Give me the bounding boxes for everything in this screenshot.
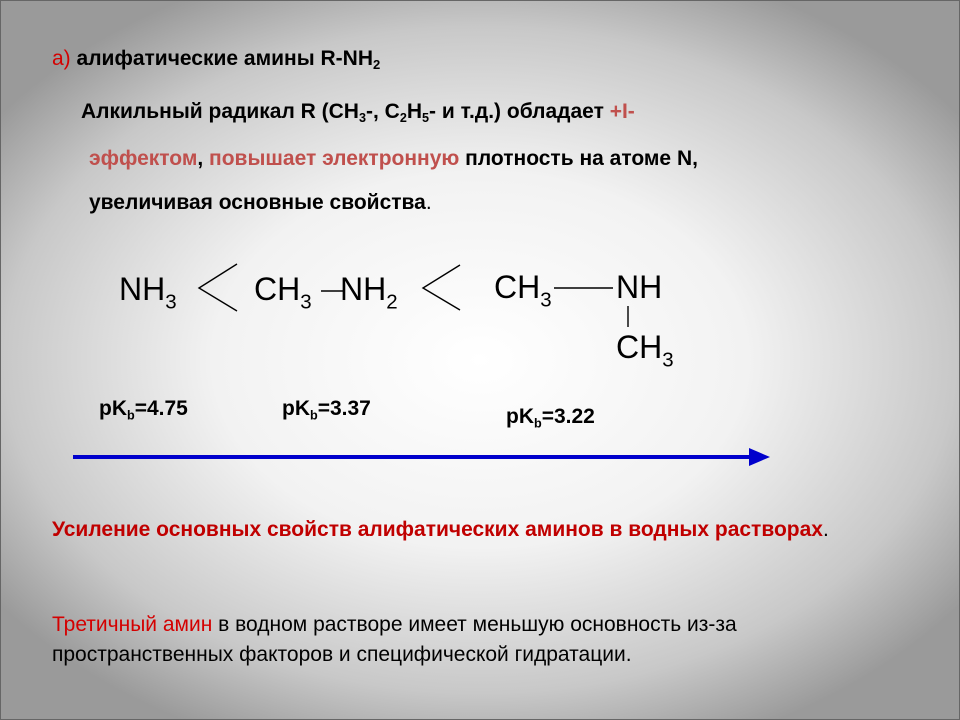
conclusion-period: . (823, 518, 829, 541)
pkb-ammonia (99, 397, 188, 421)
effect-word: эффектом (89, 147, 198, 170)
pkb-dimethylamine (506, 405, 595, 429)
highlight-phrase: повышает электронную (209, 147, 460, 170)
note-rest: в водном растворе имеет меньшую основность из-за пространственных факторов и специфической гидратации. (52, 613, 737, 666)
pkb-sub: b (127, 408, 135, 423)
text-span: , (197, 147, 210, 170)
formula-base: CH (494, 269, 541, 305)
formula-sub: 2 (386, 290, 398, 314)
dimethylamine-nh: NH (616, 269, 663, 305)
subscript: 3 (358, 110, 366, 125)
inductive-effect-label: +I- (609, 100, 635, 123)
formula-sub: 3 (300, 290, 312, 314)
note-accent: Третичный амин (52, 613, 213, 636)
pkb-sub: b (534, 416, 542, 431)
pkb-value: =4.75 (134, 397, 188, 420)
text-span: H (406, 100, 423, 123)
formula-base: CH (254, 271, 301, 307)
subscript: 2 (399, 110, 407, 125)
heading-text: алифатические амины R-NH (76, 47, 373, 70)
period: . (425, 191, 432, 214)
basicity-arrow-head (749, 448, 770, 466)
pkb-prefix: pK (506, 405, 534, 428)
greater-than-sign-1 (199, 264, 237, 311)
pkb-sub: b (310, 408, 318, 423)
formula-sub: 3 (662, 348, 674, 372)
pkb-value: =3.22 (541, 405, 595, 428)
formula-base: NH (340, 271, 387, 307)
text-span: Алкильный радикал R (CH (81, 100, 359, 123)
text-span: - и т.д.) обладает (429, 100, 610, 123)
pkb-value: =3.37 (317, 397, 371, 420)
tertiary-amine-note (52, 610, 914, 670)
pkb-prefix: pK (99, 397, 127, 420)
heading-prefix: а) (52, 47, 71, 70)
text-span: плотность на атоме N, (459, 147, 698, 170)
conclusion-bold: Усиление основных свойств алифатических аминов в водных растворах (52, 518, 823, 541)
formula-sub: 3 (165, 290, 177, 314)
greater-than-sign-2 (423, 265, 460, 310)
formula-base: CH (616, 329, 663, 365)
heading-sub: 2 (372, 56, 381, 72)
text-span: увеличивая основные свойства (89, 191, 426, 214)
pkb-methylamine (282, 397, 371, 421)
formula-sub: 3 (540, 288, 552, 312)
subscript: 5 (422, 110, 430, 125)
pkb-prefix: pK (282, 397, 310, 420)
conclusion-text (52, 516, 914, 544)
formula-base: NH (119, 271, 166, 307)
text-span: -, C (366, 100, 400, 123)
